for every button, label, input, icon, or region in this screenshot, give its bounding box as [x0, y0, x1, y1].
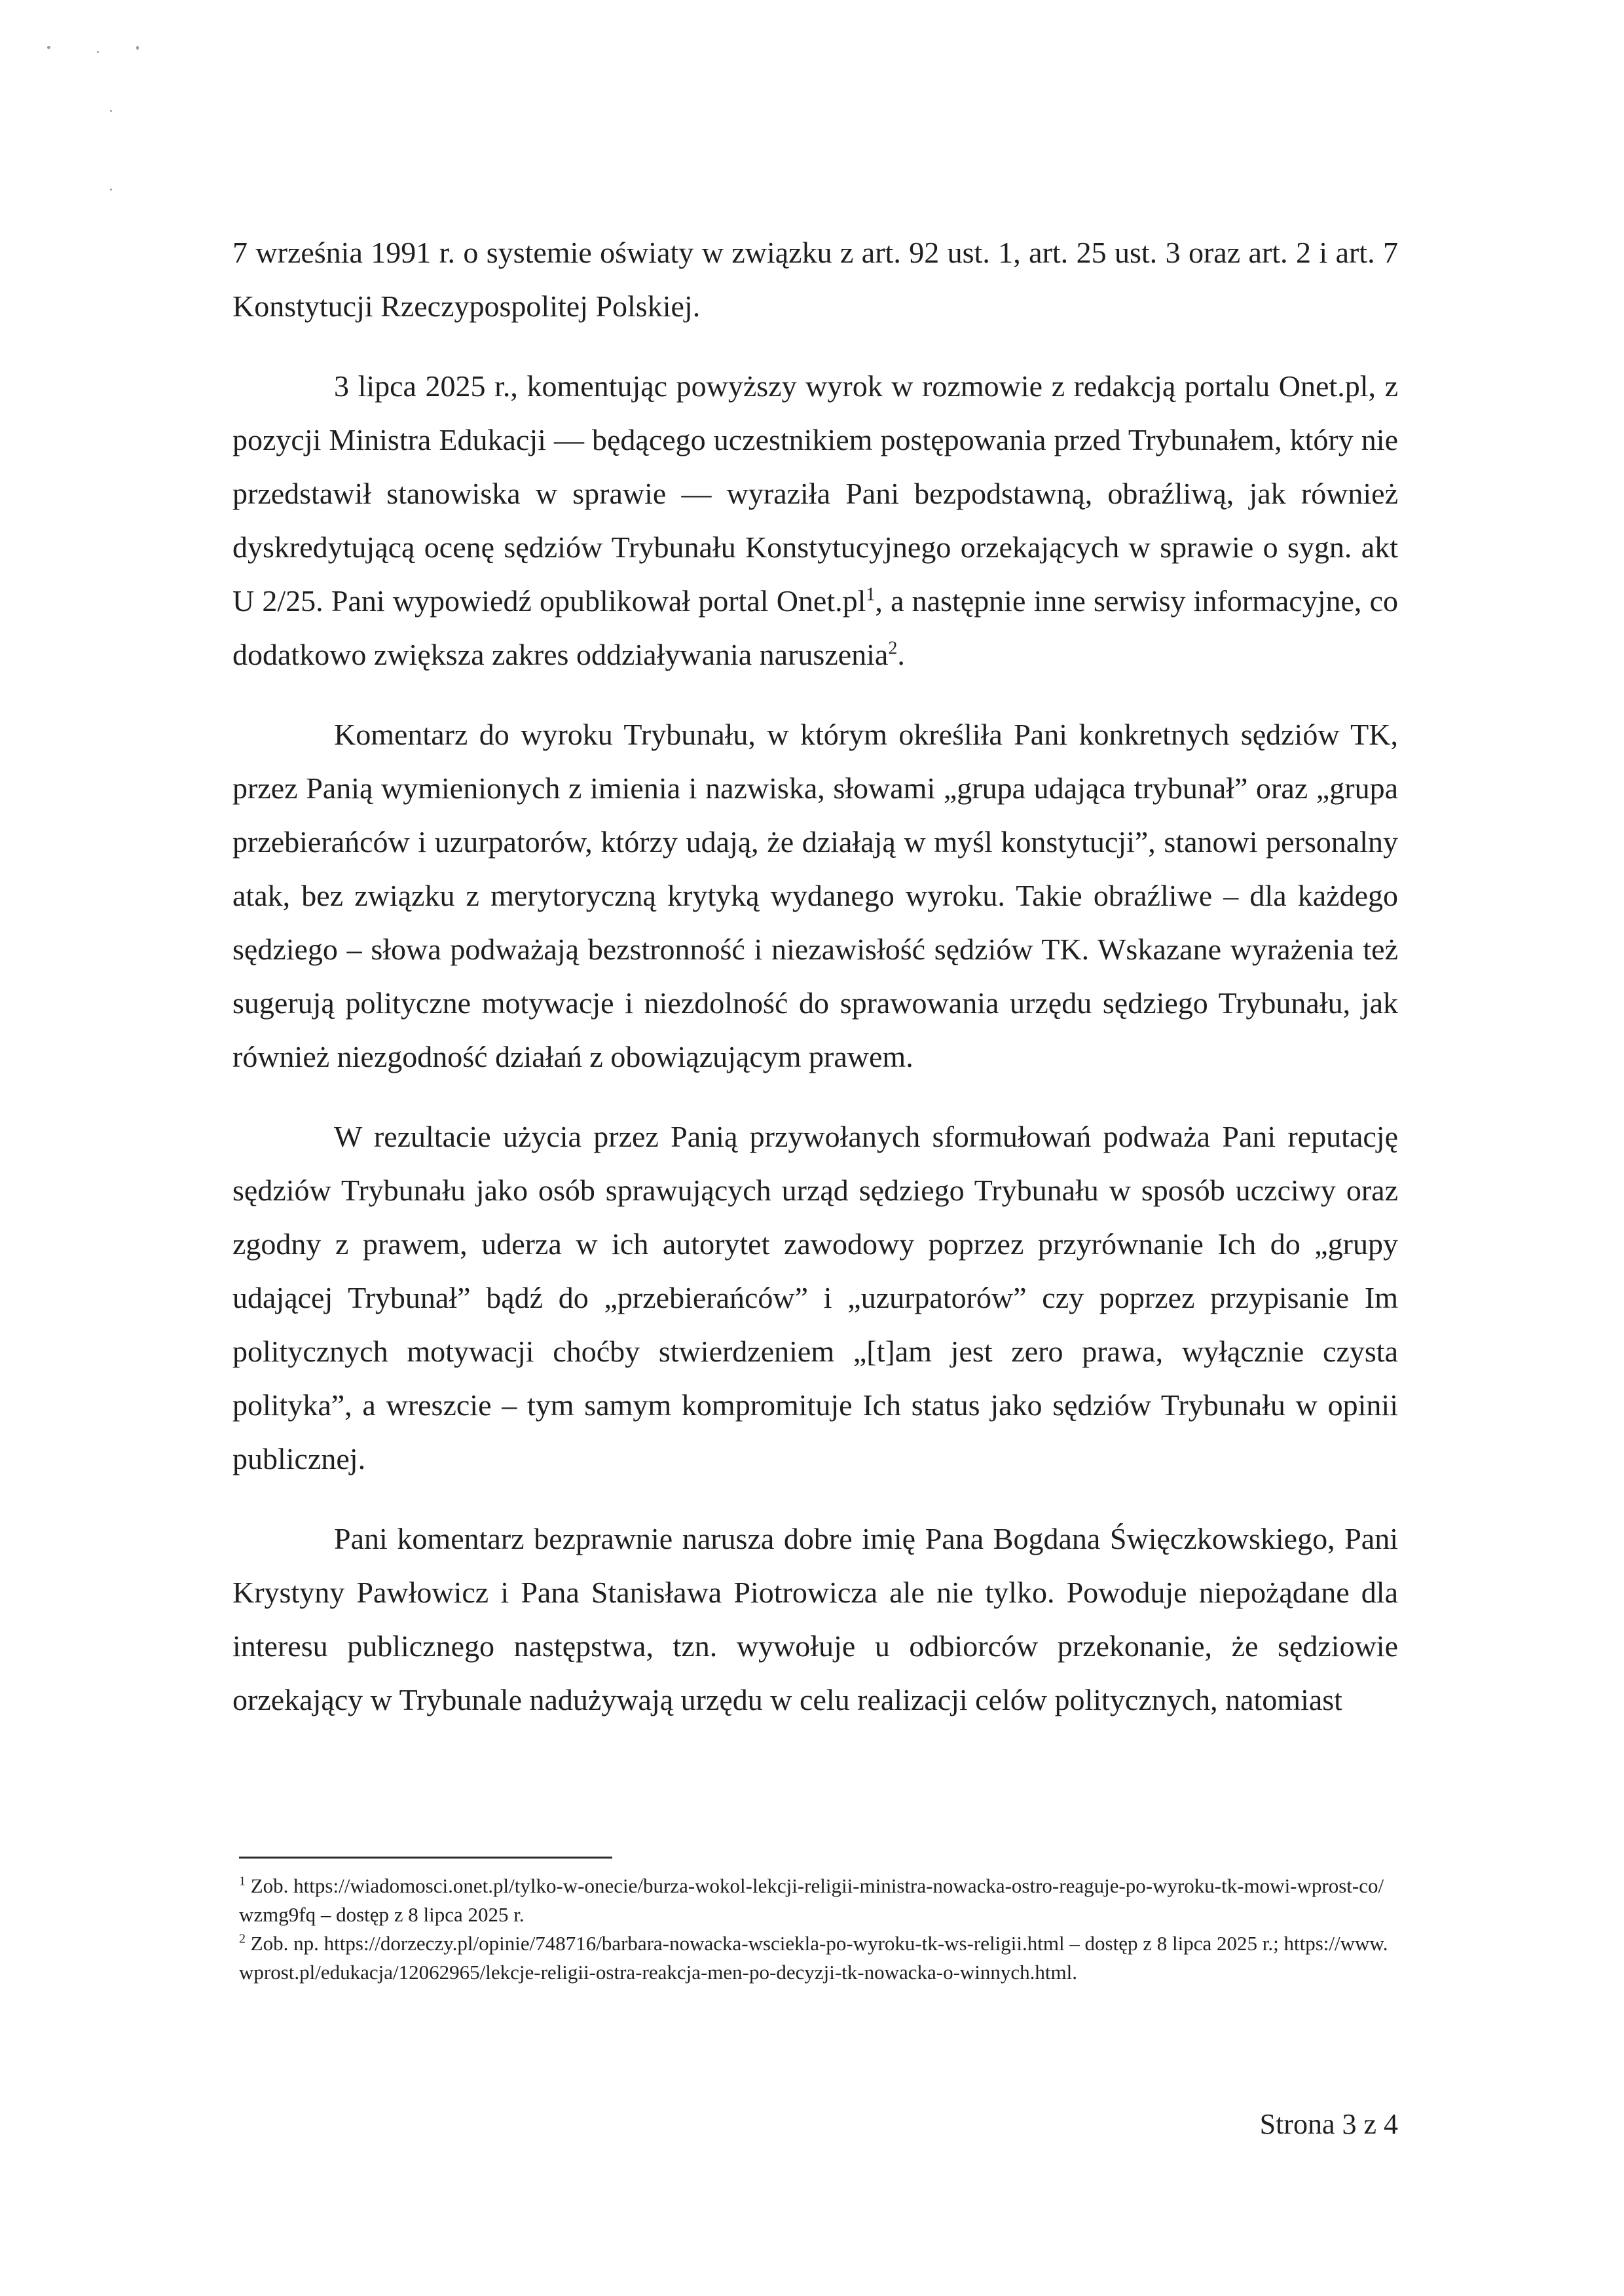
scan-speck [47, 46, 50, 49]
paragraph-text: 3 lipca 2025 r., komentując powyższy wyrok w rozmowie z redakcją portalu Onet.pl, z pozycji Ministra Edukacji — będącego uczestnikiem postępowania przed Trybunałem, który nie przedstawił stanowiska w sprawie — wyraziła Pani bezpodstawną, obraźliwą, jak również dyskredytującą ocenę sędziów Trybunału Konstytucyjnego orzekających w sprawie o sygn. akt U 2/25. Pani wypowiedź opublikował portal Onet.pl [232, 369, 1398, 618]
paragraph-5 [232, 1512, 1398, 1727]
footnote-1 [239, 1872, 1398, 1929]
page-number: Strona 3 z 4 [1259, 2108, 1398, 2140]
scan-speck [136, 46, 139, 50]
footnote-2 [239, 1929, 1398, 1987]
paragraph-text: Komentarz do wyroku Trybunału, w którym określiła Pani konkretnych sędziów TK, przez Panią wymienionych z imienia i nazwiska, słowami „grupa udająca trybunał” oraz „grupa przebierańców i uzurpatorów, którzy udają, że działają w myśl konstytucji”, stanowi personalny atak, bez związku z merytoryczną krytyką wydanego wyroku. Takie obraźliwe – dla każdego sędziego – słowa podważają bezstronność i niezawisłość sędziów TK. Wskazane wyrażenia też sugerują polityczne motywacje i niezdolność do sprawowania urzędu sędziego Trybunału, jak również niezgodność działań z obowiązującym prawem. [232, 718, 1398, 1073]
paragraph-text: 7 września 1991 r. o systemie oświaty w związku z art. 92 ust. 1, art. 25 ust. 3 oraz art. 2 i art. 7 Konstytucji Rzeczypospolitej Polskiej. [232, 236, 1398, 323]
footnote-separator [239, 1857, 612, 1859]
scan-speck [110, 189, 112, 191]
footnote-reference-2[interactable]: 2 [888, 638, 898, 659]
scan-speck [110, 110, 112, 112]
paragraph-text: Pani komentarz bezprawnie narusza dobre imię Pana Bogdana Święczkowskiego, Pani Krystyny Pawłowicz i Pana Stanisława Piotrowicza ale nie tylko. Powoduje niepożądane dla interesu publicznego następstwa, tzn. wywołuje u odbiorców przekonanie, że sędziowie orzekający w Trybunale nadużywają urzędu w celu realizacji celów politycznych, natomiast [232, 1522, 1398, 1716]
footnote-text: Zob. np. https://dorzeczy.pl/opinie/748716/barbara-nowacka-wsciekla-po-wyroku-tk-ws-religii.html – dostęp z 8 lipca 2025 r.; https://www.wprost.pl/edukacja/12062965/lekcje-religii-ostra-reakcja-men-po-decyzji-tk-nowacka-o-winnych.html. [239, 1932, 1388, 1984]
paragraph-3 [232, 708, 1398, 1084]
footnote-marker: 1 [239, 1874, 246, 1889]
scan-speck [97, 51, 99, 53]
body-text [232, 226, 1398, 1727]
paragraph-2 [232, 360, 1398, 682]
paragraph-text-continued: , a następnie inne serwisy informacyjne, co dodatkowo zwiększa zakres oddziaływania naruszenia [232, 584, 1398, 671]
footnotes [239, 1872, 1398, 1987]
footnote-text: Zob. https://wiadomosci.onet.pl/tylko-w-onecie/burza-wokol-lekcji-religii-ministra-nowacka-ostro-reaguje-po-wyroku-tk-mowi-wprost-co/wzmg9fq – dostęp z 8 lipca 2025 r. [239, 1874, 1384, 1926]
paragraph-text-end: . [897, 638, 905, 671]
paragraph-4 [232, 1110, 1398, 1486]
paragraph-1 [232, 226, 1398, 333]
paragraph-text: W rezultacie użycia przez Panią przywołanych sformułowań podważa Pani reputację sędziów Trybunału jako osób sprawujących urząd sędziego Trybunału w sposób uczciwy oraz zgodny z prawem, uderza w ich autorytet zawodowy poprzez przyrównanie Ich do „grupy udającej Trybunał” bądź do „przebierańców” i „uzurpatorów” czy poprzez przypisanie Im politycznych motywacji choćby stwierdzeniem „[t]am jest zero prawa, wyłącznie czysta polityka”, a wreszcie – tym samym kompromituje Ich status jako sędziów Trybunału w opinii publicznej. [232, 1120, 1398, 1475]
footnote-marker: 2 [239, 1931, 246, 1946]
footnote-reference-1[interactable]: 1 [866, 584, 876, 605]
